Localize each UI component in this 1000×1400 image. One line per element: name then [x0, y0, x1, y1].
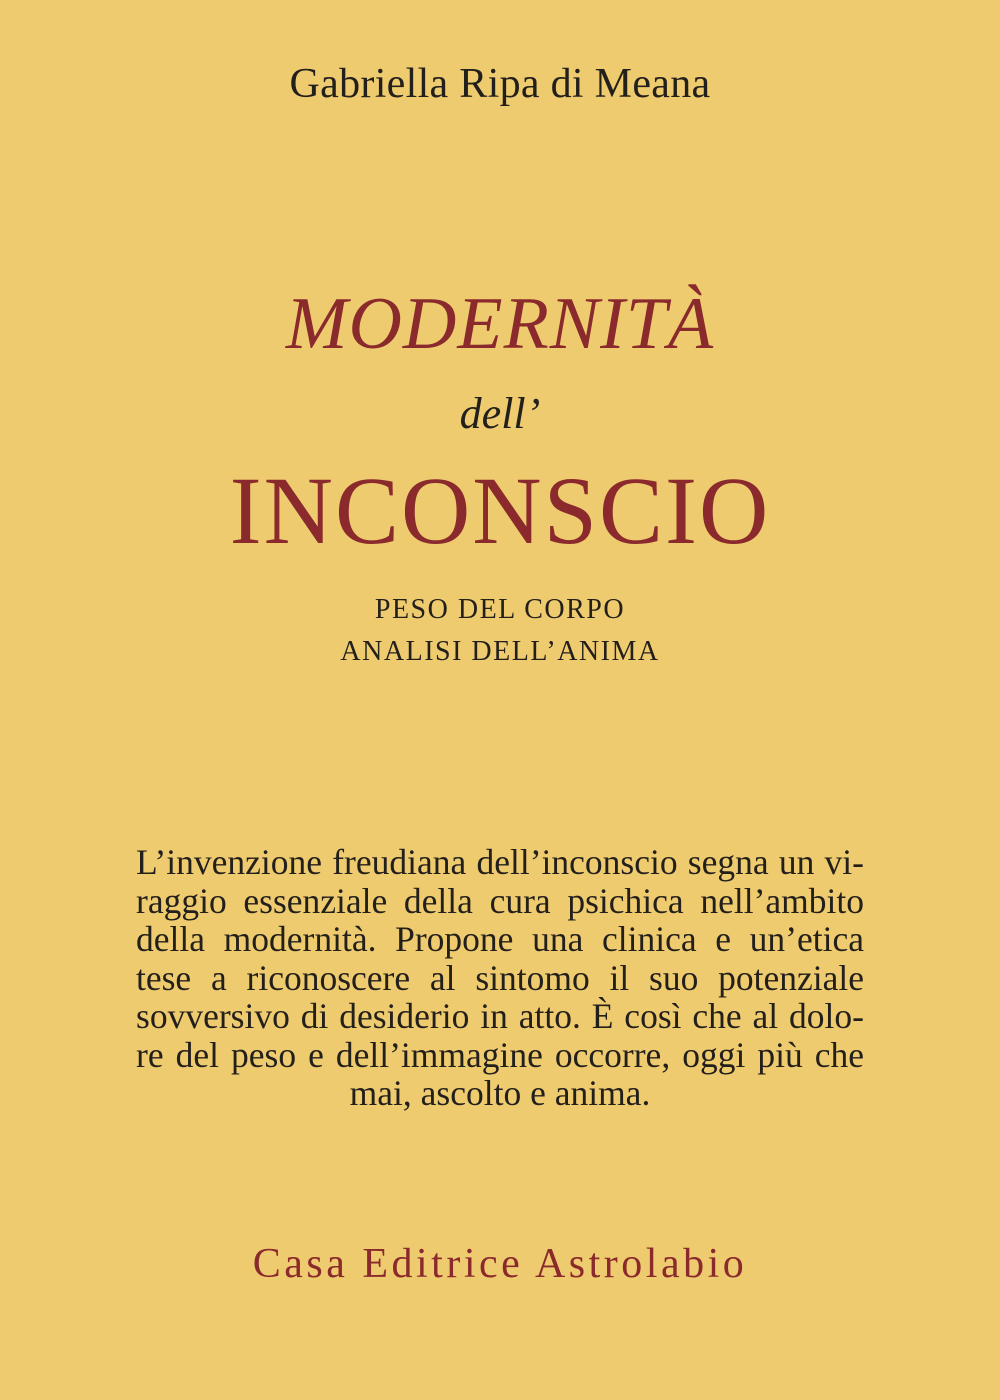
blurb-line: della modernità. Propone una clinica e un’etica: [136, 919, 864, 959]
blurb-line: tese a riconoscere al sintomo il suo potenziale: [136, 957, 864, 998]
author-name: Gabriella Ripa di Meana: [289, 61, 711, 107]
subtitle-line-1: PESO DEL CORPO: [374, 594, 626, 625]
title-line-dell: dell’: [459, 389, 541, 438]
blurb-line: sovversivo di desiderio in atto. È così che al dolo-: [136, 996, 864, 1036]
blurb-line: mai, ascolto e anima.: [349, 1073, 651, 1113]
blurb-line: L’invenzione freudiana dell’inconscio segna un vi-: [136, 842, 864, 882]
blurb-line: re del peso e dell’immagine occorre, oggi più che: [136, 1034, 864, 1075]
subtitle-line-2: ANALISI DELL’ANIMA: [340, 636, 660, 667]
title-line-inconscio: INCONSCIO: [229, 457, 771, 564]
blurb-line: raggio essenziale della cura psichica nell’ambito: [136, 880, 864, 921]
publisher-name: Casa Editrice Astrolabio: [252, 1241, 748, 1287]
cover-blurb: [136, 843, 864, 1113]
title-line-modernita: MODERNITÀ: [285, 283, 715, 365]
